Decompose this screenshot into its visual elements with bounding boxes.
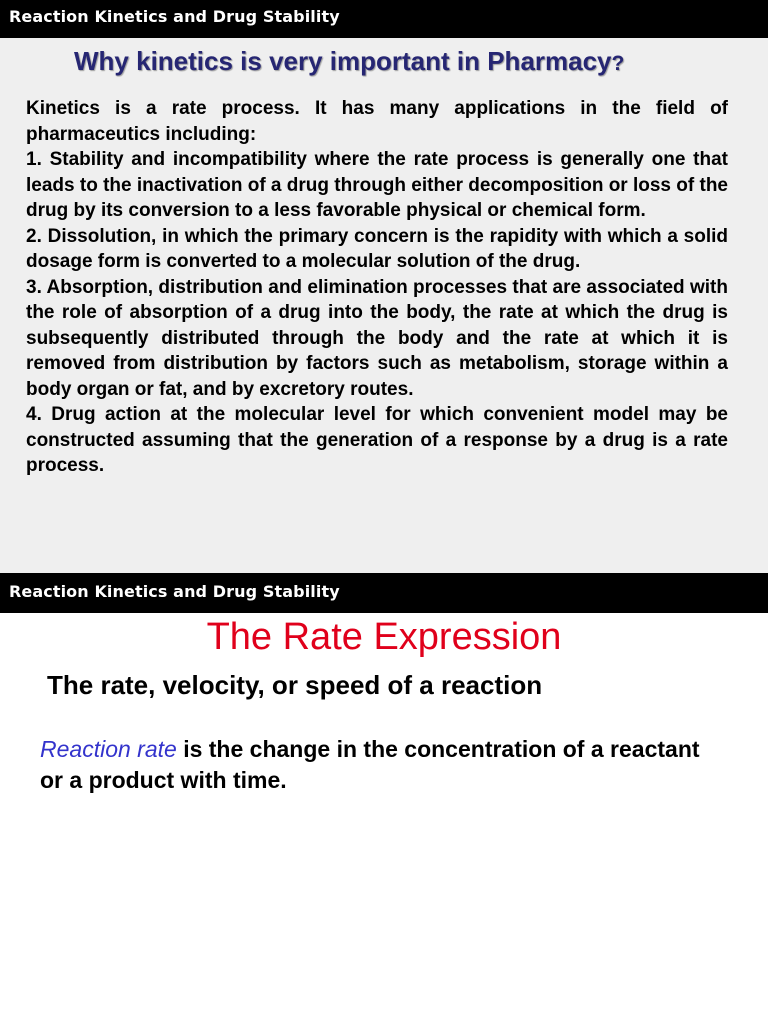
point-drug-action: 4. Drug action at the molecular level for which convenient model may be constructed assuming that the generation of a response by a drug is a rate process. [26, 404, 728, 476]
intro-paragraph: Kinetics is a rate process. It has many applications in the field of pharmaceutics including: [26, 98, 728, 145]
point-absorption: 3. Absorption, distribution and elimination processes that are associated with the role of absorption of a drug into the body, the rate at which the drug is subsequently distributed through the body and the rate at which it is removed from distribution by factors such as metabolism, storage within a body organ or fat, and by excretory routes. [26, 276, 728, 400]
slide-rate-expression [0, 573, 768, 1024]
point-dissolution: 2. Dissolution, in which the primary concern is the rapidity with which a solid dosage form is converted to a molecular solution of the drug. [26, 225, 728, 272]
reaction-rate-definition [40, 734, 720, 796]
slide-title [74, 46, 754, 77]
defined-term: Reaction rate [40, 736, 177, 762]
question-mark: ? [611, 52, 625, 75]
slide-header-banner [0, 573, 768, 613]
slide-body [26, 96, 728, 479]
header-title: Reaction Kinetics and Drug Stability [9, 7, 340, 26]
definition-text: is the change in the concentration of a reactant or a product with time. [40, 736, 700, 793]
slide-title-text: Why kinetics is very important in Pharmacy [74, 46, 612, 76]
point-stability: 1. Stability and incompatibility where the rate process is generally one that leads to the inactivation of a drug through either decomposition or loss of the drug by its conversion to a less favorable physical or chemical form. [26, 149, 728, 221]
header-title: Reaction Kinetics and Drug Stability [9, 582, 340, 601]
slide-subtitle: The rate, velocity, or speed of a reaction [47, 670, 543, 700]
slide-header-banner [0, 0, 768, 38]
slide-title: The Rate Expression [206, 616, 562, 658]
